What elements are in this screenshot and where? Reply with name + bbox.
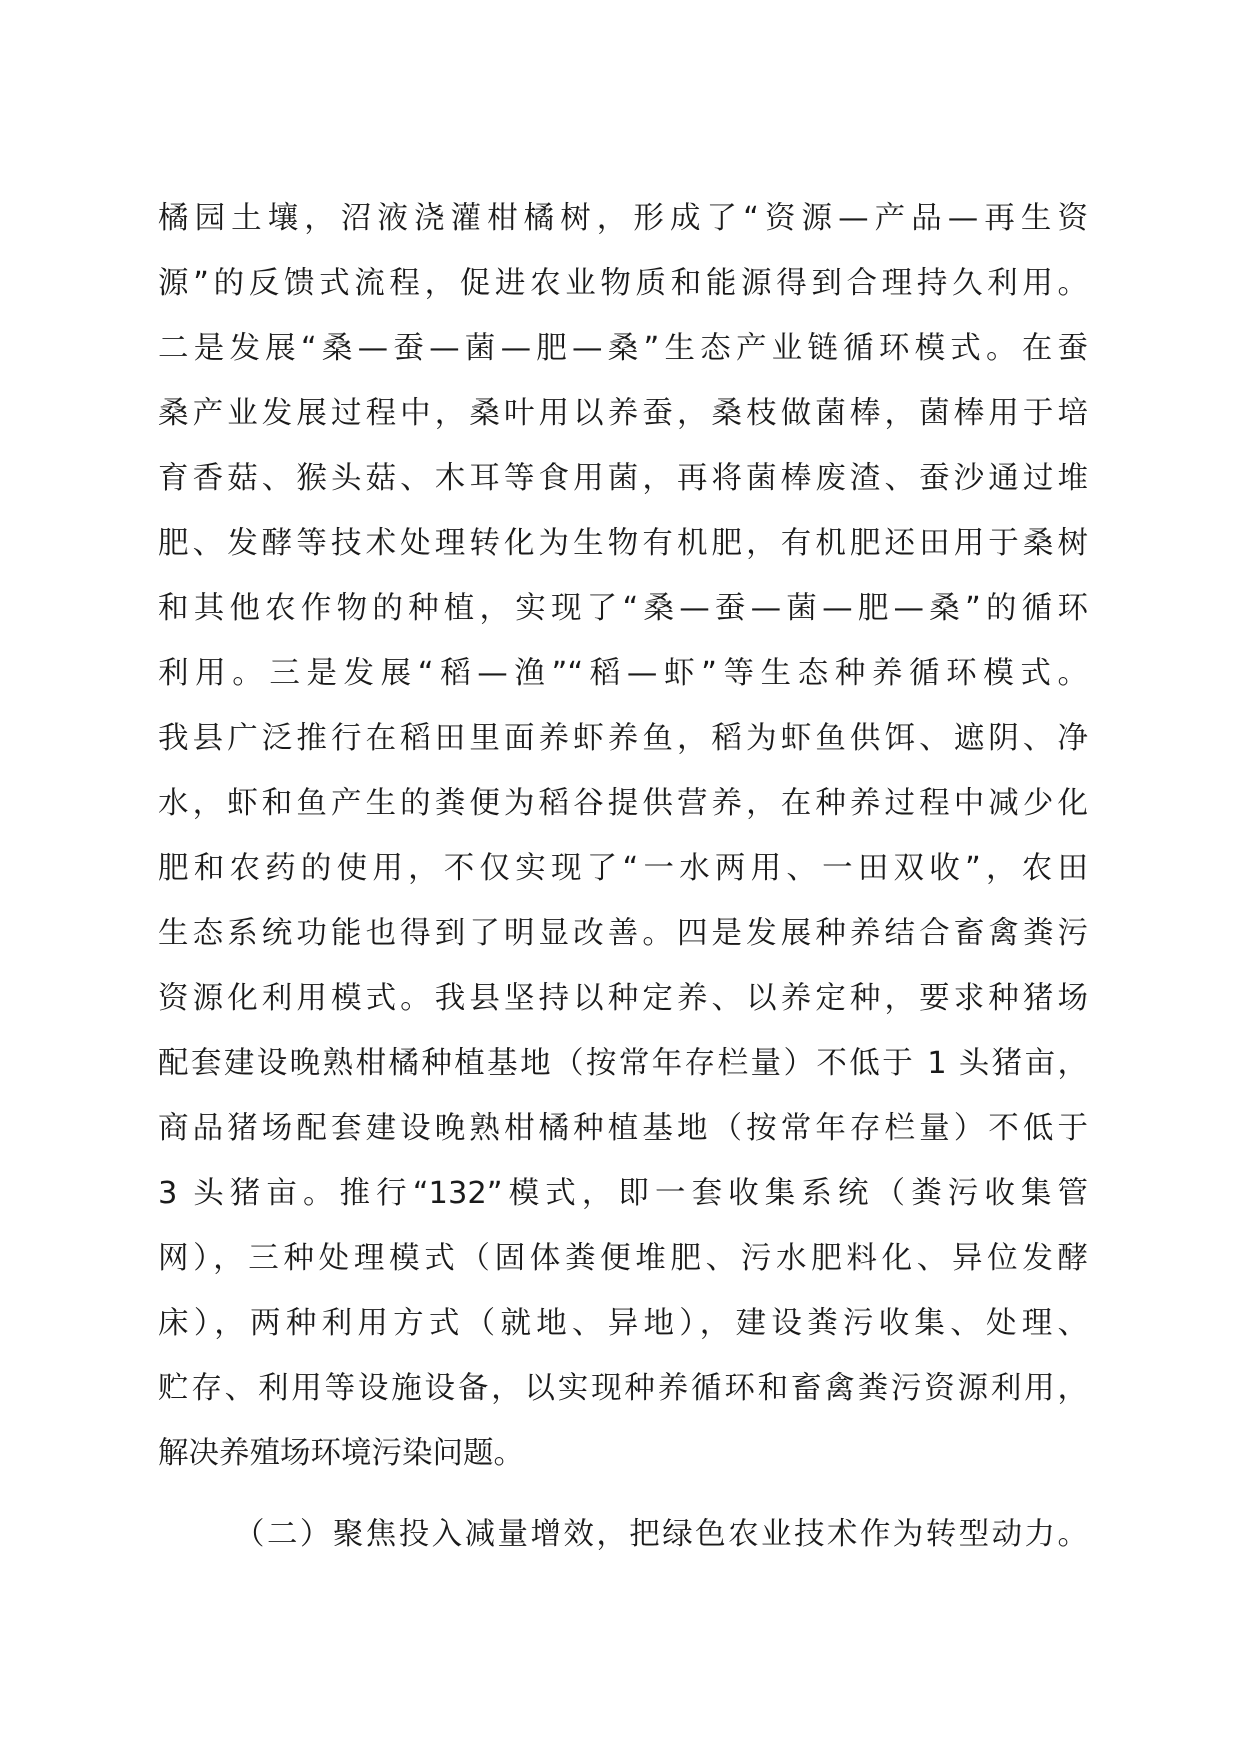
paragraph-line: 肥、发酵等技术处理转化为生物有机肥，有机肥还田用于桑树 bbox=[158, 526, 1088, 561]
paragraph-line: 我县广泛推行在稻田里面养虾养鱼，稻为虾鱼供饵、遮阴、净 bbox=[158, 721, 1088, 756]
paragraph-line: 资源化利用模式。我县坚持以种定养、以养定种，要求种猪场 bbox=[158, 981, 1088, 1016]
paragraph-line: 生态系统功能也得到了明显改善。四是发展种养结合畜禽粪污 bbox=[158, 916, 1088, 951]
section-heading: （二）聚焦投入减量增效，把绿色农业技术作为转型动力。 bbox=[234, 1517, 1088, 1552]
paragraph-line: 橘园土壤，沼液浇灌柑橘树，形成了“资源—产品—再生资 bbox=[158, 201, 1088, 236]
paragraph-line: 贮存、利用等设施设备，以实现种养循环和畜禽粪污资源利用， bbox=[158, 1371, 1088, 1406]
paragraph-line: 利用。三是发展“稻—渔”“稻—虾”等生态种养循环模式。 bbox=[158, 656, 1088, 691]
body-paragraph bbox=[158, 186, 1088, 1486]
paragraph-line: 育香菇、猴头菇、木耳等食用菌，再将菌棒废渣、蚕沙通过堆 bbox=[158, 461, 1088, 496]
paragraph-line: 二是发展“桑—蚕—菌—肥—桑”生态产业链循环模式。在蚕 bbox=[158, 331, 1088, 366]
paragraph-line: 床），两种利用方式（就地、异地），建设粪污收集、处理、 bbox=[158, 1306, 1088, 1341]
paragraph-line: 桑产业发展过程中，桑叶用以养蚕，桑枝做菌棒，菌棒用于培 bbox=[158, 396, 1088, 431]
paragraph-line: 肥和农药的使用，不仅实现了“一水两用、一田双收”，农田 bbox=[158, 851, 1088, 886]
paragraph-line: 3 头猪亩。推行“132”模式，即一套收集系统（粪污收集管 bbox=[158, 1176, 1088, 1211]
paragraph-line: 商品猪场配套建设晚熟柑橘种植基地（按常年存栏量）不低于 bbox=[158, 1111, 1088, 1146]
paragraph-line: 解决养殖场环境污染问题。 bbox=[158, 1436, 524, 1471]
paragraph-line: 配套建设晚熟柑橘种植基地（按常年存栏量）不低于 1 头猪亩， bbox=[158, 1046, 1088, 1081]
paragraph-line: 网），三种处理模式（固体粪便堆肥、污水肥料化、异位发酵 bbox=[158, 1241, 1088, 1276]
paragraph-line: 和其他农作物的种植，实现了“桑—蚕—菌—肥—桑”的循环 bbox=[158, 591, 1088, 626]
paragraph-line: 源”的反馈式流程，促进农业物质和能源得到合理持久利用。 bbox=[158, 266, 1088, 301]
paragraph-line: 水，虾和鱼产生的粪便为稻谷提供营养，在种养过程中减少化 bbox=[158, 786, 1088, 821]
